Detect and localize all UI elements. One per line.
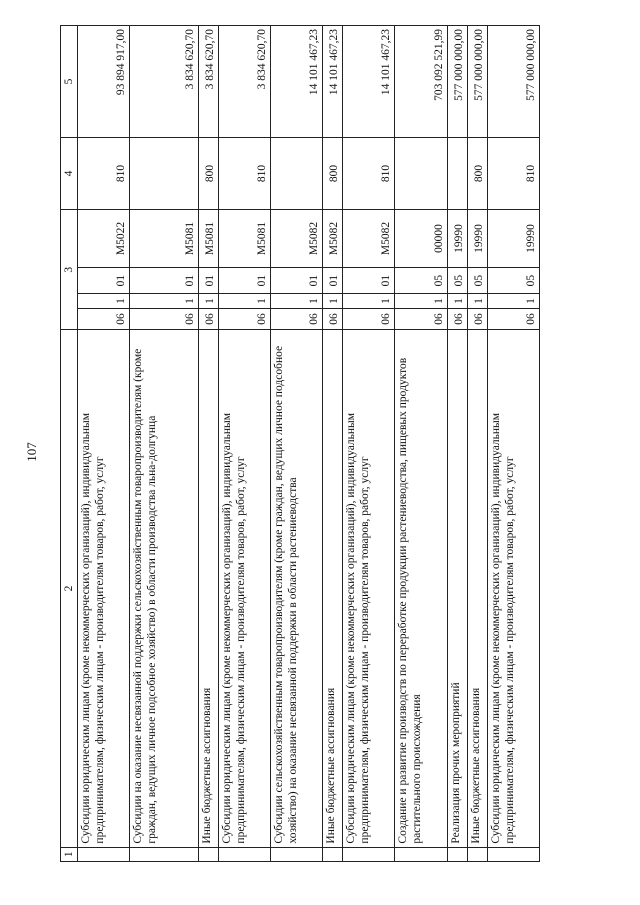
expense-type-cell: 800 [198, 137, 218, 209]
row-index-cell [343, 847, 395, 861]
row-name-cell: Субсидии юридическим лицам (кроме некоммерческих организаций), индивидуальным предпринимателям, физическим лицам - производителям товаров, работ, услуг [487, 330, 539, 847]
code-part-4: 00000 [395, 210, 447, 268]
row-index-cell [78, 847, 130, 861]
code-part-3: 01 [218, 267, 270, 293]
expense-type-cell: 810 [343, 137, 395, 209]
budget-table [60, 25, 540, 862]
code-part-2: 1 [78, 294, 130, 308]
code-part-3: 05 [395, 267, 447, 293]
code-part-2: 1 [395, 294, 447, 308]
code-part-1: 06 [343, 308, 395, 330]
code-part-1: 06 [130, 308, 199, 330]
row-index-cell [487, 847, 539, 861]
amount-cell: 577 000 000,00 [487, 26, 539, 138]
code-part-3: 01 [198, 267, 218, 293]
code-part-4: M5081 [130, 210, 199, 268]
code-part-1: 06 [447, 308, 467, 330]
row-index-cell [323, 847, 343, 861]
row-index-cell [447, 847, 467, 861]
row-index-cell [271, 847, 323, 861]
table-row [218, 26, 270, 862]
code-part-2: 1 [343, 294, 395, 308]
row-name-cell: Субсидии юридическим лицам (кроме некоммерческих организаций), индивидуальным предпринимателям, физическим лицам - производителям товаров, работ, услуг [218, 330, 270, 847]
expense-type-cell [395, 137, 447, 209]
code-part-2: 1 [487, 294, 539, 308]
row-name-cell: Создание и развитие производств по переработке продукции растениеводства, пищевых продуктов растительного происхождения [395, 330, 447, 847]
row-name-cell: Иные бюджетные ассигнования [323, 330, 343, 847]
amount-cell: 577 000 000,00 [447, 26, 467, 138]
expense-type-cell [271, 137, 323, 209]
code-part-2: 1 [130, 294, 199, 308]
code-part-3: 01 [343, 267, 395, 293]
amount-cell: 703 092 521,99 [395, 26, 447, 138]
header-row [61, 26, 78, 862]
code-part-2: 1 [467, 294, 487, 308]
row-index-cell [395, 847, 447, 861]
amount-cell: 3 834 620,70 [218, 26, 270, 138]
code-part-4: 19990 [447, 210, 467, 268]
expense-type-cell [447, 137, 467, 209]
amount-cell: 14 101 467,23 [343, 26, 395, 138]
code-part-3: 01 [323, 267, 343, 293]
amount-cell: 14 101 467,23 [271, 26, 323, 138]
table-row [78, 26, 130, 862]
table-row [130, 26, 199, 862]
code-part-2: 1 [198, 294, 218, 308]
table-row [198, 26, 218, 862]
header-col-3: 3 [61, 210, 78, 330]
code-part-4: M5022 [78, 210, 130, 268]
amount-cell: 577 000 000,00 [467, 26, 487, 138]
row-index-cell [198, 847, 218, 861]
row-name-cell: Субсидии юридическим лицам (кроме некоммерческих организаций), индивидуальным предпринимателям, физическим лицам - производителям товаров, работ, услуг [343, 330, 395, 847]
table-row [395, 26, 447, 862]
code-part-1: 06 [487, 308, 539, 330]
row-index-cell [130, 847, 199, 861]
amount-cell: 14 101 467,23 [323, 26, 343, 138]
header-col-4: 4 [61, 137, 78, 209]
row-name-cell: Реализация прочих мероприятий [447, 330, 467, 847]
code-part-3: 05 [467, 267, 487, 293]
code-part-1: 06 [395, 308, 447, 330]
code-part-2: 1 [271, 294, 323, 308]
budget-table-wrapper [60, 25, 540, 862]
code-part-4: 19990 [487, 210, 539, 268]
table-row [467, 26, 487, 862]
code-part-4: M5082 [343, 210, 395, 268]
expense-type-cell: 810 [218, 137, 270, 209]
code-part-4: M5081 [198, 210, 218, 268]
code-part-2: 1 [323, 294, 343, 308]
row-index-cell [467, 847, 487, 861]
amount-cell: 3 834 620,70 [198, 26, 218, 138]
amount-cell: 3 834 620,70 [130, 26, 199, 138]
expense-type-cell: 800 [323, 137, 343, 209]
expense-type-cell: 800 [467, 137, 487, 209]
code-part-3: 01 [130, 267, 199, 293]
expense-type-cell [130, 137, 199, 209]
code-part-3: 05 [447, 267, 467, 293]
code-part-2: 1 [447, 294, 467, 308]
code-part-1: 06 [78, 308, 130, 330]
row-name-cell: Иные бюджетные ассигнования [198, 330, 218, 847]
code-part-4: M5081 [218, 210, 270, 268]
expense-type-cell: 810 [487, 137, 539, 209]
code-part-1: 06 [323, 308, 343, 330]
code-part-1: 06 [218, 308, 270, 330]
code-part-3: 01 [78, 267, 130, 293]
code-part-4: 19990 [467, 210, 487, 268]
table-row [343, 26, 395, 862]
table-row [323, 26, 343, 862]
table-row [447, 26, 467, 862]
code-part-1: 06 [198, 308, 218, 330]
code-part-3: 05 [487, 267, 539, 293]
page-number: 107 [24, 442, 39, 462]
row-name-cell: Иные бюджетные ассигнования [467, 330, 487, 847]
table-row [271, 26, 323, 862]
code-part-3: 01 [271, 267, 323, 293]
code-part-4: M5082 [323, 210, 343, 268]
code-part-1: 06 [467, 308, 487, 330]
code-part-1: 06 [271, 308, 323, 330]
expense-type-cell: 810 [78, 137, 130, 209]
header-col-2: 2 [61, 330, 78, 847]
row-name-cell: Субсидии на оказание несвязанной поддержки сельскохозяйственным товаропроизводителям (кроме граждан, ведущих личное подсобное хозяйство) в области производства льна-долгунца [130, 330, 199, 847]
row-name-cell: Субсидии сельскохозяйственным товаропроизводителям (кроме граждан, ведущих личное подсобное хозяйство) на оказание несвязанной поддержки в области растениеводства [271, 330, 323, 847]
row-index-cell [218, 847, 270, 861]
row-name-cell: Субсидии юридическим лицам (кроме некоммерческих организаций), индивидуальным предпринимателям, физическим лицам - производителям товаров, работ, услуг [78, 330, 130, 847]
code-part-4: M5082 [271, 210, 323, 268]
table-row [487, 26, 539, 862]
code-part-2: 1 [218, 294, 270, 308]
amount-cell: 93 894 917,00 [78, 26, 130, 138]
header-col-5: 5 [61, 26, 78, 138]
header-col-1: 1 [61, 847, 78, 861]
